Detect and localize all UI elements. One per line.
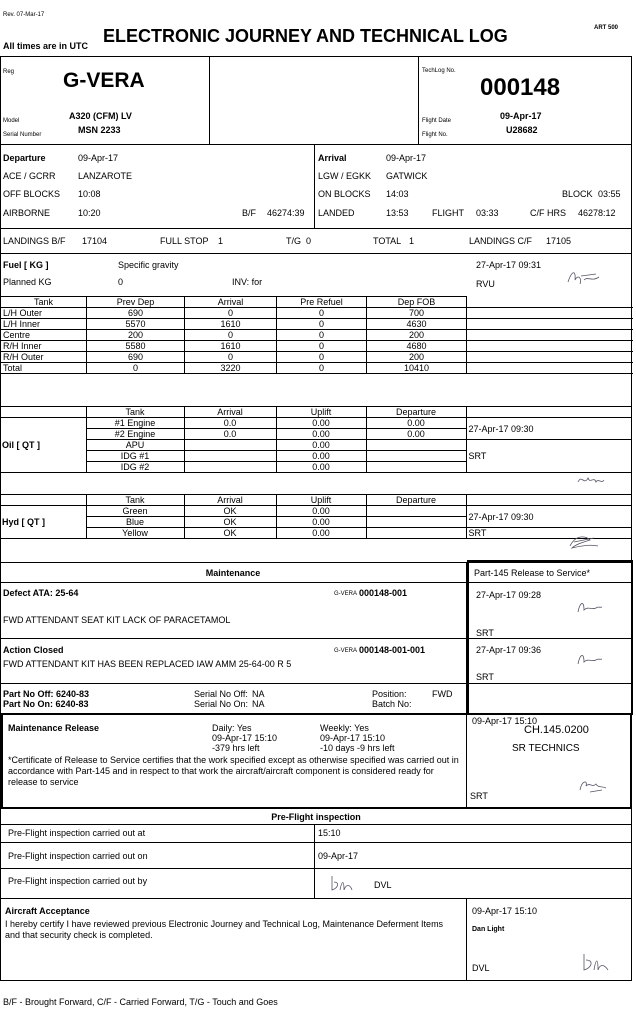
fuel-table [0,296,633,374]
fuel-header: Arrival [185,297,277,308]
full-stop: 1 [218,236,224,246]
preflight-by: DVL [374,880,392,890]
release-title: Part-145 Release to Service* [474,568,591,578]
flight-time: 03:33 [476,208,499,218]
table-row: IDG #1 0.00 [0,451,632,462]
fuel-sign-by: RVU [476,279,495,289]
hyd-header: Uplift [276,495,366,506]
landed-label: LANDED [318,208,355,218]
hyd-sign-time: 27-Apr-17 09:30 [466,506,632,528]
hyd-title: Hyd [ QT ] [0,506,86,539]
landings-bf-label: LANDINGS B/F [3,236,66,246]
defect-ref: 000148-001 [359,588,408,598]
oil-table [0,406,632,473]
part-off: Part No Off: 6240-83 [3,689,90,699]
flight-date: 09-Apr-17 [500,111,542,121]
oil-header: Tank [86,407,184,418]
crs-by: SRT [470,791,488,801]
hyd-sign-by: SRT [466,528,632,539]
techlog-number: 000148 [480,74,561,101]
weekly-date: 09-Apr-17 15:10 [320,733,386,743]
fuel-header: Prev Dep [87,297,185,308]
landings-bf: 17104 [82,236,108,246]
flight-time-label: FLIGHT [432,208,465,218]
action-time: 27-Apr-17 09:36 [476,645,542,655]
table-row: Blue OK 0.00 [0,517,632,528]
action-ref-prefix: G-VERA [334,648,358,654]
on-blocks: 14:03 [386,189,409,199]
planned: 0 [118,277,124,287]
techlog-label: TechLog No. [422,68,456,74]
off-blocks-label: OFF BLOCKS [3,189,61,199]
oil-header: Uplift [276,407,366,418]
table-row: Hyd [ QT ] Green OK 0.00 27-Apr-17 09:30 [0,506,632,517]
table-row: R/H Outer 690 0 0 200 [1,352,633,363]
oil-sign-by: SRT [466,440,632,473]
tg-label: T/G [286,236,301,246]
arrival-code: LGW / EGKK [318,171,372,181]
table-row: Total 0 3220 0 10410 [1,363,633,374]
batch-label: Batch No: [372,699,412,709]
defect-by: SRT [476,628,494,638]
crs-org: SR TECHNICS [512,743,580,754]
acceptance-time: 09-Apr-17 15:10 [472,906,538,916]
defect-time: 27-Apr-17 09:28 [476,590,542,600]
departure-code: ACE / GCRR [3,171,56,181]
departure-name: LANZAROTE [78,171,133,181]
departure-date: 09-Apr-17 [78,153,119,163]
acceptance-title: Aircraft Acceptance [5,906,90,916]
hyd-header: Departure [366,495,466,506]
registration: G-VERA [63,69,145,92]
on-blocks-label: ON BLOCKS [318,189,371,199]
landed: 13:53 [386,208,409,218]
defect-ref-prefix: G-VERA [334,591,358,597]
fuel-signature [566,268,602,288]
hyd-header: Tank [86,495,184,506]
preflight-by-label: Pre-Flight inspection carried out by [8,876,148,886]
cf-hours-label: C/F HRS [530,208,566,218]
revision: Rev. 07-Mar-17 [3,12,45,18]
full-stop-label: FULL STOP [160,236,209,246]
form-number: ART 500 [594,25,619,31]
preflight-title: Pre-Flight inspection [271,812,361,822]
defect-signature [574,598,604,618]
inv-label: INV: for [232,277,263,287]
daily-label: Daily: Yes [212,723,252,733]
bf-hours-label: B/F [242,208,257,218]
acceptance-by: DVL [472,963,490,973]
action-ref: 000148-001-001 [359,645,426,655]
preflight-at-label: Pre-Flight inspection carried out at [8,828,146,838]
oil-sign-time: 27-Apr-17 09:30 [466,418,632,440]
airborne-label: AIRBORNE [3,208,51,218]
arrival-name: GATWICK [386,171,428,181]
fuel-header: Pre Refuel [277,297,367,308]
table-row: Oil [ QT ] #1 Engine 0.0 0.00 0.00 27-Apr-17 09:30 [0,418,632,429]
weekly-label: Weekly: Yes [320,723,369,733]
utc-note: All times are in UTC [3,41,89,51]
table-row: L/H Outer 690 0 0 700 [1,308,633,319]
airborne: 10:20 [78,208,101,218]
crs-signature [576,776,608,796]
maintenance-release-label: Maintenance Release [8,723,100,733]
table-row: L/H Inner 5570 1610 0 4630 [1,319,633,330]
maintenance-title: Maintenance [205,568,261,578]
preflight-on-label: Pre-Flight inspection carried out on [8,851,148,861]
hyd-signature [566,532,602,552]
table-row: Yellow OK 0.00 SRT [0,528,632,539]
serial-off-label: Serial No Off: [194,689,248,699]
preflight-signature [328,872,358,894]
block-time: 03:55 [598,189,621,199]
action-signature [574,650,604,670]
landings-cf: 17105 [546,236,572,246]
table-row: #2 Engine 0.0 0.00 0.00 [0,429,632,440]
weekly-left: -10 days -9 hrs left [320,743,395,753]
arrival-label: Arrival [318,153,347,163]
serial-on-label: Serial No On: [194,699,249,709]
daily-date: 09-Apr-17 15:10 [212,733,278,743]
action-label: Action Closed [3,645,64,655]
arrival-date: 09-Apr-17 [386,153,427,163]
crs-approval: CH.145.0200 [524,724,589,736]
daily-left: -379 hrs left [212,743,260,753]
table-row: R/H Inner 5580 1610 0 4680 [1,341,633,352]
block-label: BLOCK [562,189,593,199]
off-blocks: 10:08 [78,189,101,199]
part-on: Part No On: 6240-83 [3,699,89,709]
total: 1 [409,236,415,246]
acceptance-name: Dan Light [472,926,505,933]
page-title: ELECTRONIC JOURNEY AND TECHNICAL LOG [103,26,508,46]
position-label: Position: [372,689,407,699]
action-text: FWD ATTENDANT KIT HAS BEEN REPLACED IAW AMM 25-64-00 R 5 [3,659,292,669]
serial-off: NA [252,689,265,699]
position: FWD [432,689,453,699]
serial-number: MSN 2233 [78,125,121,135]
defect-label: Defect ATA: 25-64 [3,588,79,598]
flight-number: U28682 [506,125,538,135]
serial-label: Serial Number [3,132,42,138]
fuel-title: Fuel [ KG ] [3,260,49,270]
specific-gravity-label: Specific gravity [118,260,179,270]
preflight-on: 09-Apr-17 [318,851,359,861]
total-label: TOTAL [373,236,402,246]
acceptance-signature [580,950,612,974]
hyd-header: Arrival [184,495,276,506]
fuel-header: Dep FOB [367,297,467,308]
crs-text: *Certificate of Release to Service certifies that the work specified except as otherwise specified was carried out in accordance with Part-145 and in respect to that work the aircraft/aircraft component is considered ready for release to service [8,755,459,787]
footer-legend: B/F - Brought Forward, C/F - Carried Forward, T/G - Touch and Goes [3,997,278,1007]
oil-signature [576,472,606,488]
tg: 0 [306,236,312,246]
table-row: IDG #2 0.00 [0,462,632,473]
planned-label: Planned KG [3,277,52,287]
model-label: Model [3,118,20,124]
crs-time: 09-Apr-17 15:10 [472,716,538,726]
model: A320 (CFM) LV [69,111,132,121]
landings-cf-label: LANDINGS C/F [469,236,533,246]
oil-title: Oil [ QT ] [0,418,86,473]
table-row: Centre 200 0 0 200 [1,330,633,341]
table-row: APU 0.00 SRT [0,440,632,451]
bf-hours: 46274:39 [267,208,305,218]
reg-label: Reg [3,69,15,75]
fuel-sign-time: 27-Apr-17 09:31 [476,260,542,270]
departure-label: Departure [3,153,46,163]
serial-on: NA [252,699,265,709]
cf-hours: 46278:12 [578,208,616,218]
flight-date-label: Flight Date [422,118,452,124]
action-by: SRT [476,672,494,682]
hyd-table [0,494,632,539]
fuel-header: Tank [1,297,87,308]
oil-header: Arrival [184,407,276,418]
acceptance-text: I hereby certify I have reviewed previous Electronic Journey and Technical Log, Maintenance Deferment Items and that security check is completed. [5,919,444,940]
preflight-at: 15:10 [318,828,341,838]
defect-text: FWD ATTENDANT SEAT KIT LACK OF PARACETAMOL [3,615,231,625]
flight-no-label: Flight No. [422,132,448,138]
oil-header: Departure [366,407,466,418]
